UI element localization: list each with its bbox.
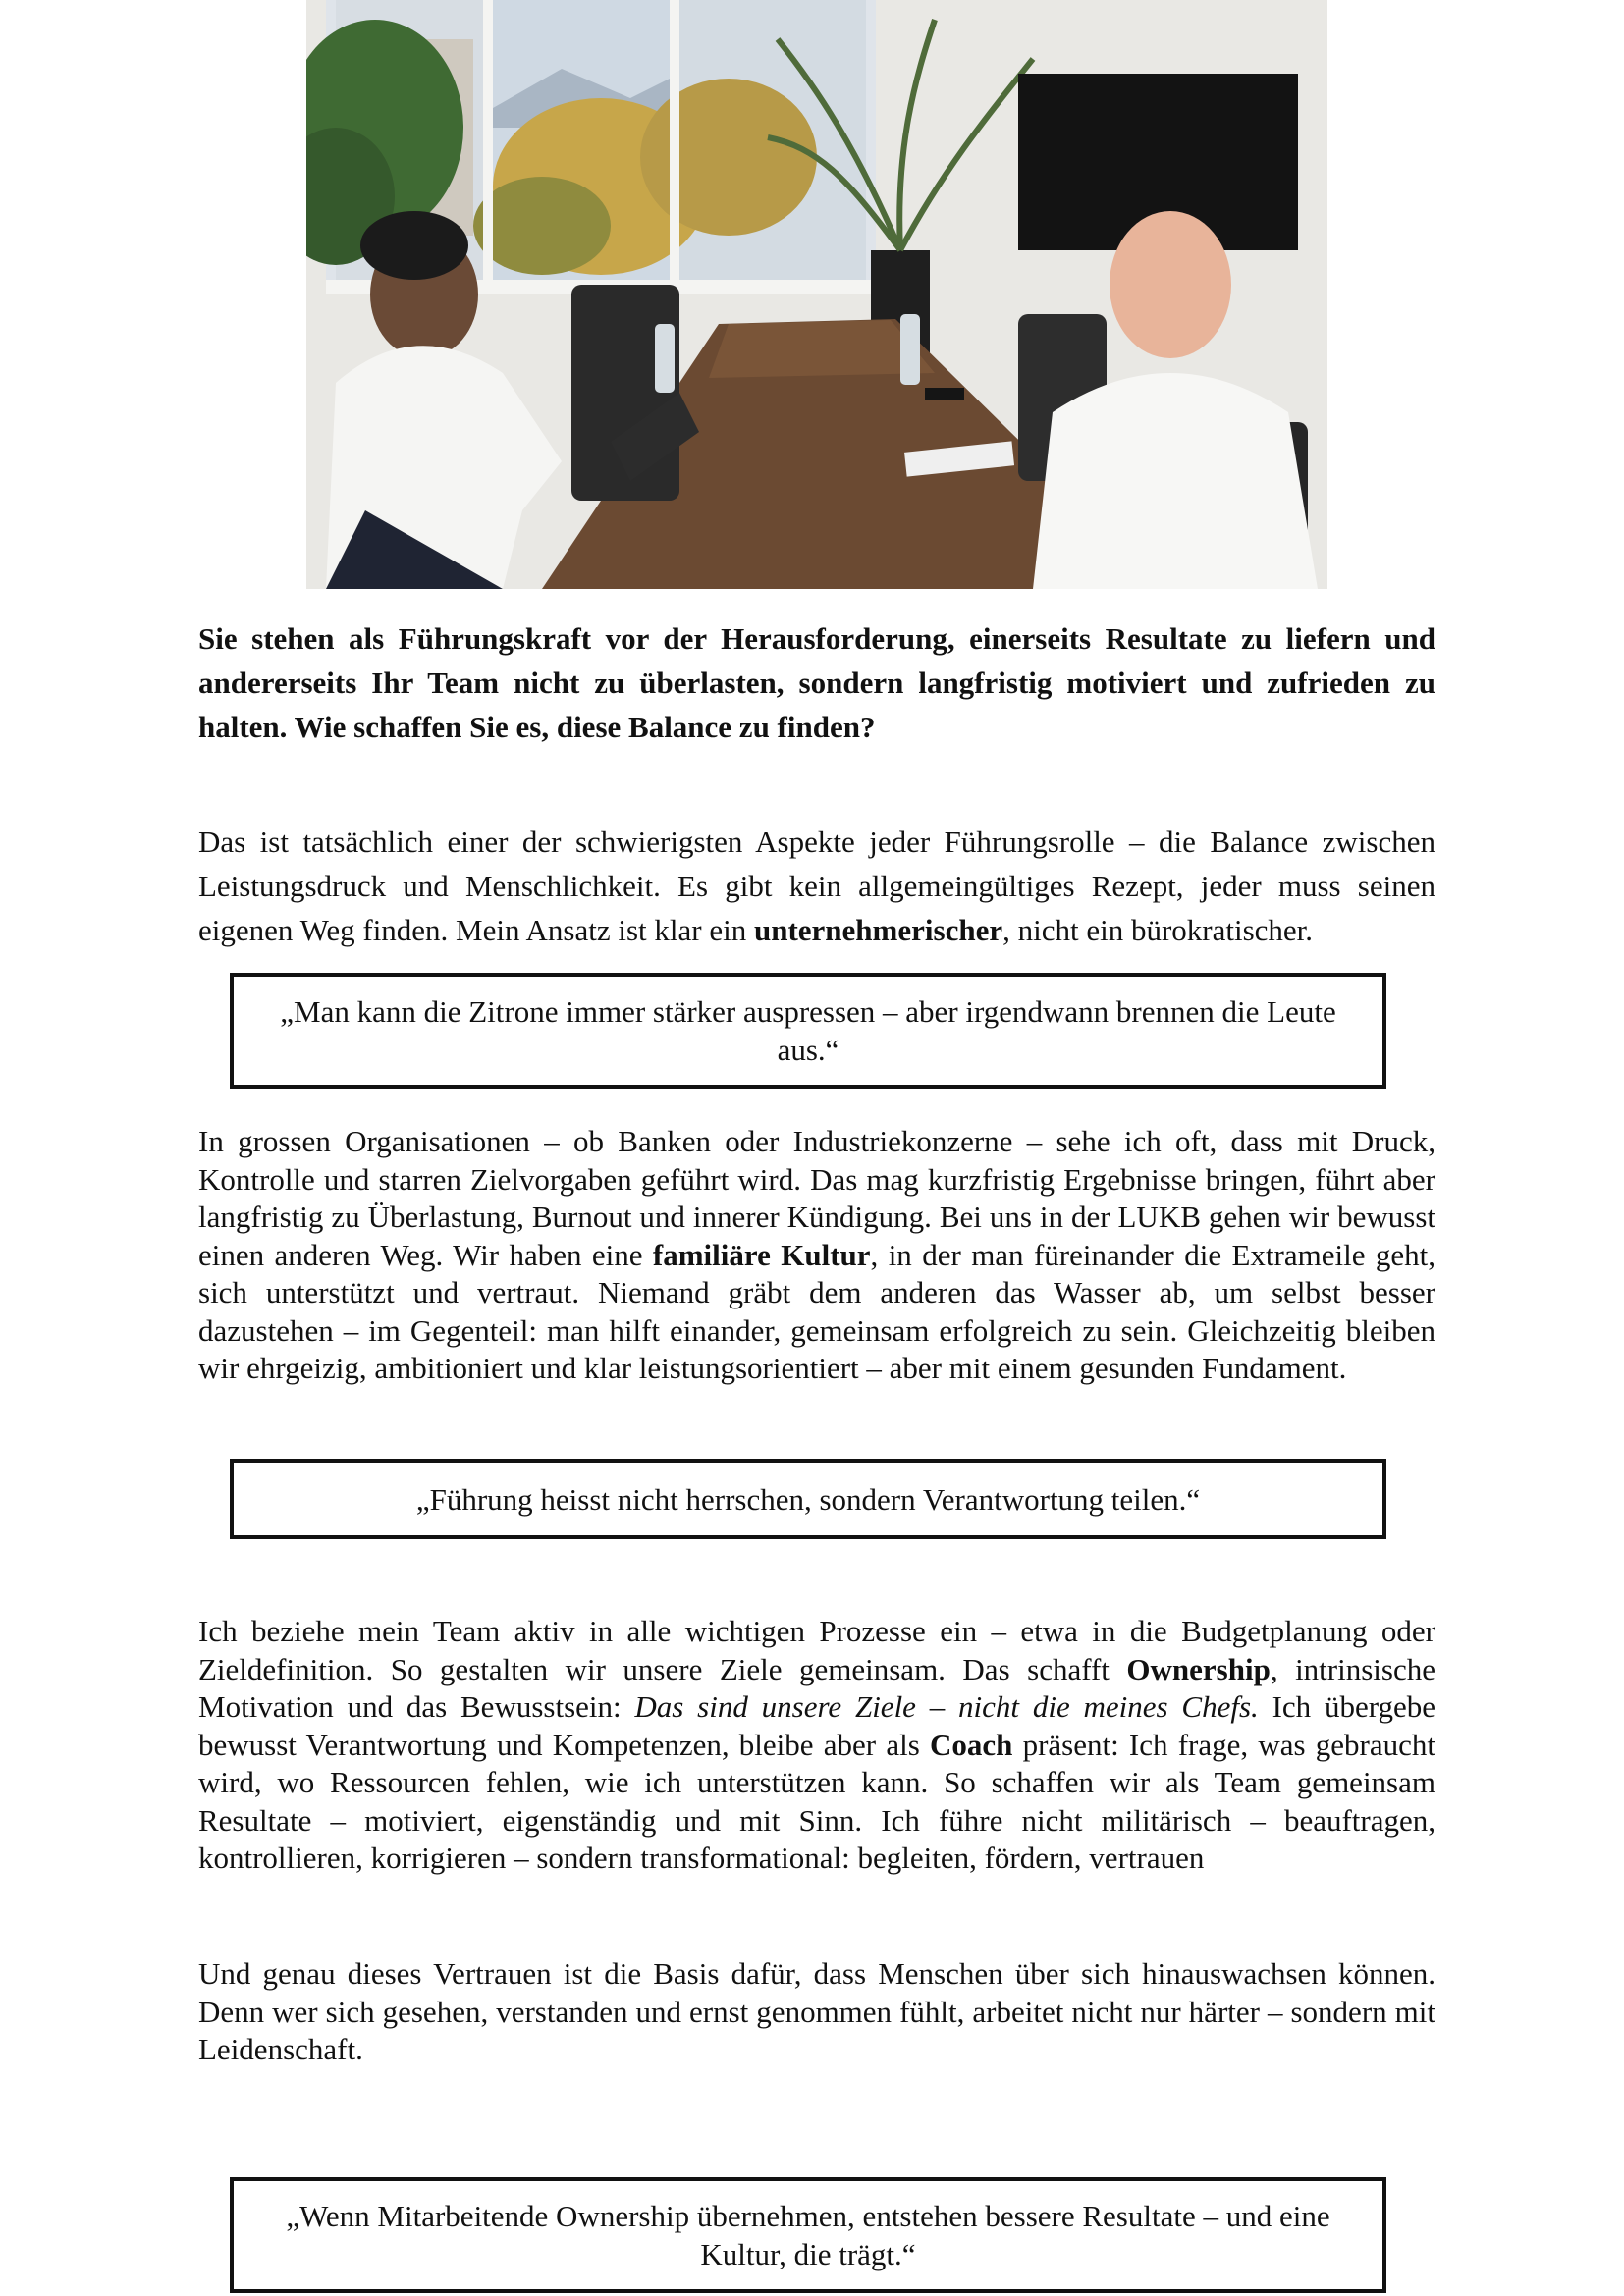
interview-photo xyxy=(306,0,1327,589)
p2-text-c: , in der man füreinander die Extrameile geht, sich unterstützt und vertraut. Niemand gräbt dem anderen das Wasser ab, um selbst besser dazustehen – im Gegenteil: man hilft einander, gemeinsam erfolgreich zu sein. Gleichzeitig bleiben wir ehrgeizig, ambitioniert und klar leistungsorientiert – aber mit einem gesunden Fundament. xyxy=(198,1237,1435,1385)
p1-text-c: , nicht ein bürokratischer. xyxy=(1002,913,1314,947)
answer-paragraph-1 xyxy=(198,820,1435,952)
answer-paragraph-2 xyxy=(198,1123,1435,1388)
p2-bold-term: familiäre Kultur xyxy=(652,1237,871,1272)
p3-text-g: präsent: Ich frage, was gebraucht wird, wo Ressourcen fehlen, wie ich unterstützen kann. So schaffen wir als Team gemeinsam Resultate – motiviert, eigenständig und mit Sinn. Ich führe nicht militärisch – beauftragen, kontrollieren, korrigieren – sondern transformational: begleiten, fördern, vertrauen xyxy=(198,1727,1435,1875)
p3-bold-ownership: Ownership xyxy=(1126,1651,1271,1686)
quote-text-2: „Führung heisst nicht herrschen, sondern Verantwortung teilen.“ xyxy=(415,1481,1201,1517)
answer-paragraph-3 xyxy=(198,1613,1435,1878)
p3-text-c: , intrinsische Motivation und das Bewusstsein: xyxy=(198,1651,1435,1724)
quote-text-3: „Wenn Mitarbeitende Ownership übernehmen, entstehen bessere Resultate – und eine Kultur, die trägt.“ xyxy=(286,2199,1330,2271)
p1-bold-term: unternehmerischer xyxy=(753,913,1003,947)
p3-text-e: Ich übergebe bewusst Verantwortung und Kompetenzen, bleibe aber als xyxy=(198,1689,1435,1762)
p2-text-a: In grossen Organisationen – ob Banken oder Industriekonzerne – sehe ich oft, dass mit Druck, Kontrolle und starren Zielvorgaben geführt wird. Das mag kurzfristig Ergebnisse bringen, führt aber langfristig zu Überlastung, Burnout und innerer Kündigung. Bei uns in der LUKB gehen wir bewusst einen anderen Weg. Wir haben eine xyxy=(198,1124,1435,1272)
p3-bold-coach: Coach xyxy=(929,1727,1013,1762)
quote-box-1 xyxy=(230,973,1386,1089)
p1-text-a: Das ist tatsächlich einer der schwierigsten Aspekte jeder Führungsrolle – die Balance zwischen Leistungsdruck und Menschlichkeit. Es gibt kein allgemeingültiges Rezept, jeder muss seinen eigenen Weg finden. Mein Ansatz ist klar ein xyxy=(198,825,1435,947)
meeting-room-photo-icon xyxy=(306,0,1327,589)
quote-box-2 xyxy=(230,1459,1386,1539)
p3-text-a: Ich beziehe mein Team aktiv in alle wichtigen Prozesse ein – etwa in die Budgetplanung oder Zieldefinition. So gestalten wir unsere Ziele gemeinsam. Das schafft xyxy=(198,1614,1435,1686)
quote-text-1: „Man kann die Zitrone immer stärker auspressen – aber irgendwann brennen die Leute aus.“ xyxy=(280,994,1336,1067)
interview-question: Sie stehen als Führungskraft vor der Herausforderung, einerseits Resultate zu liefern und andererseits Ihr Team nicht zu überlasten, sondern langfristig motiviert und zufrieden zu halten. Wie schaffen Sie es, diese Balance zu finden? xyxy=(198,621,1435,744)
quote-box-3 xyxy=(230,2177,1386,2293)
answer-paragraph-4: Und genau dieses Vertrauen ist die Basis dafür, dass Menschen über sich hinauswachsen können. Denn wer sich gesehen, verstanden und ernst genommen fühlt, arbeitet nicht nur härter – sondern mit Leidenschaft. xyxy=(198,1956,1435,2066)
p3-italic-phrase: Das sind unsere Ziele – nicht die meines Chefs. xyxy=(634,1689,1259,1724)
